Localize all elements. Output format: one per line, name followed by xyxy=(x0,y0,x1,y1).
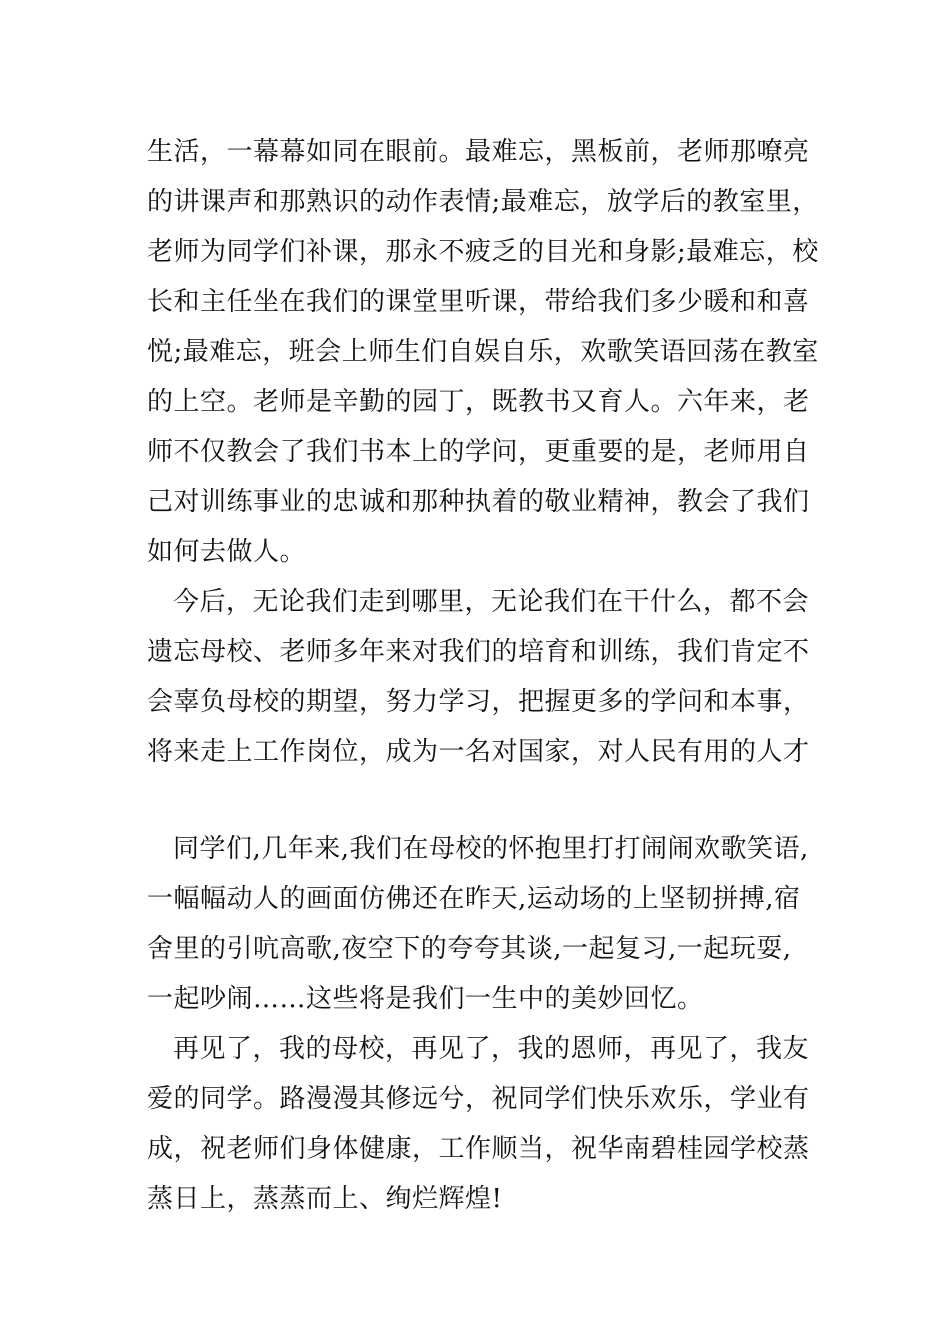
paragraph-3-line-2: 一幅幅动人的画面仿佛还在昨天,运动场的上坚韧拼搏,宿 xyxy=(147,884,801,914)
paragraph-1-line-9: 如何去做人。 xyxy=(147,537,307,567)
paragraph-4-line-3: 成，祝老师们身体健康，工作顺当，祝华南碧桂园学校蒸 xyxy=(147,1134,810,1164)
paragraph-3-line-4: 一起吵闹……这些将是我们一生中的美妙回忆。 xyxy=(147,984,704,1014)
paragraph-2-line-4: 将来走上工作岗位，成为一名对国家，对人民有用的人才 xyxy=(147,737,810,767)
paragraph-2-line-1: 今后，无论我们走到哪里，无论我们在干什么，都不会 xyxy=(173,587,810,617)
paragraph-3-line-3: 舍里的引吭高歌,夜空下的夸夸其谈,一起复习,一起玩耍, xyxy=(147,934,792,964)
paragraph-3-line-1: 同学们,几年来,我们在母校的怀抱里打打闹闹欢歌笑语, xyxy=(173,834,809,864)
paragraph-1-line-7: 师不仅教会了我们书本上的学问，更重要的是，老师用自 xyxy=(147,437,810,467)
paragraph-1-line-4: 长和主任坐在我们的课堂里听课，带给我们多少暖和和喜 xyxy=(147,287,810,317)
paragraph-1-line-6: 的上空。老师是辛勤的园丁，既教书又育人。六年来，老 xyxy=(147,387,810,417)
paragraph-2-line-3: 会辜负母校的期望，努力学习，把握更多的学问和本事， xyxy=(147,687,810,717)
paragraph-1-line-3: 老师为同学们补课，那永不疲乏的目光和身影;最难忘，校 xyxy=(147,237,819,267)
paragraph-2-line-2: 遗忘母校、老师多年来对我们的培育和训练，我们肯定不 xyxy=(147,637,810,667)
paragraph-4-line-2: 爱的同学。路漫漫其修远兮，祝同学们快乐欢乐，学业有 xyxy=(147,1084,810,1114)
paragraph-4-line-1: 再见了，我的母校，再见了，我的恩师，再见了，我友 xyxy=(173,1034,810,1064)
paragraph-1-line-8: 己对训练事业的忠诚和那种执着的敬业精神，教会了我们 xyxy=(147,487,810,517)
paragraph-1-line-5: 悦;最难忘，班会上师生们自娱自乐，欢歌笑语回荡在教室 xyxy=(147,337,819,367)
paragraph-1-line-2: 的讲课声和那熟识的动作表情;最难忘，放学后的教室里， xyxy=(147,187,819,217)
paragraph-1-line-1: 生活，一幕幕如同在眼前。最难忘，黑板前，老师那嘹亮 xyxy=(147,137,810,167)
paragraph-4-line-4: 蒸日上，蒸蒸而上、绚烂辉煌! xyxy=(147,1184,503,1214)
